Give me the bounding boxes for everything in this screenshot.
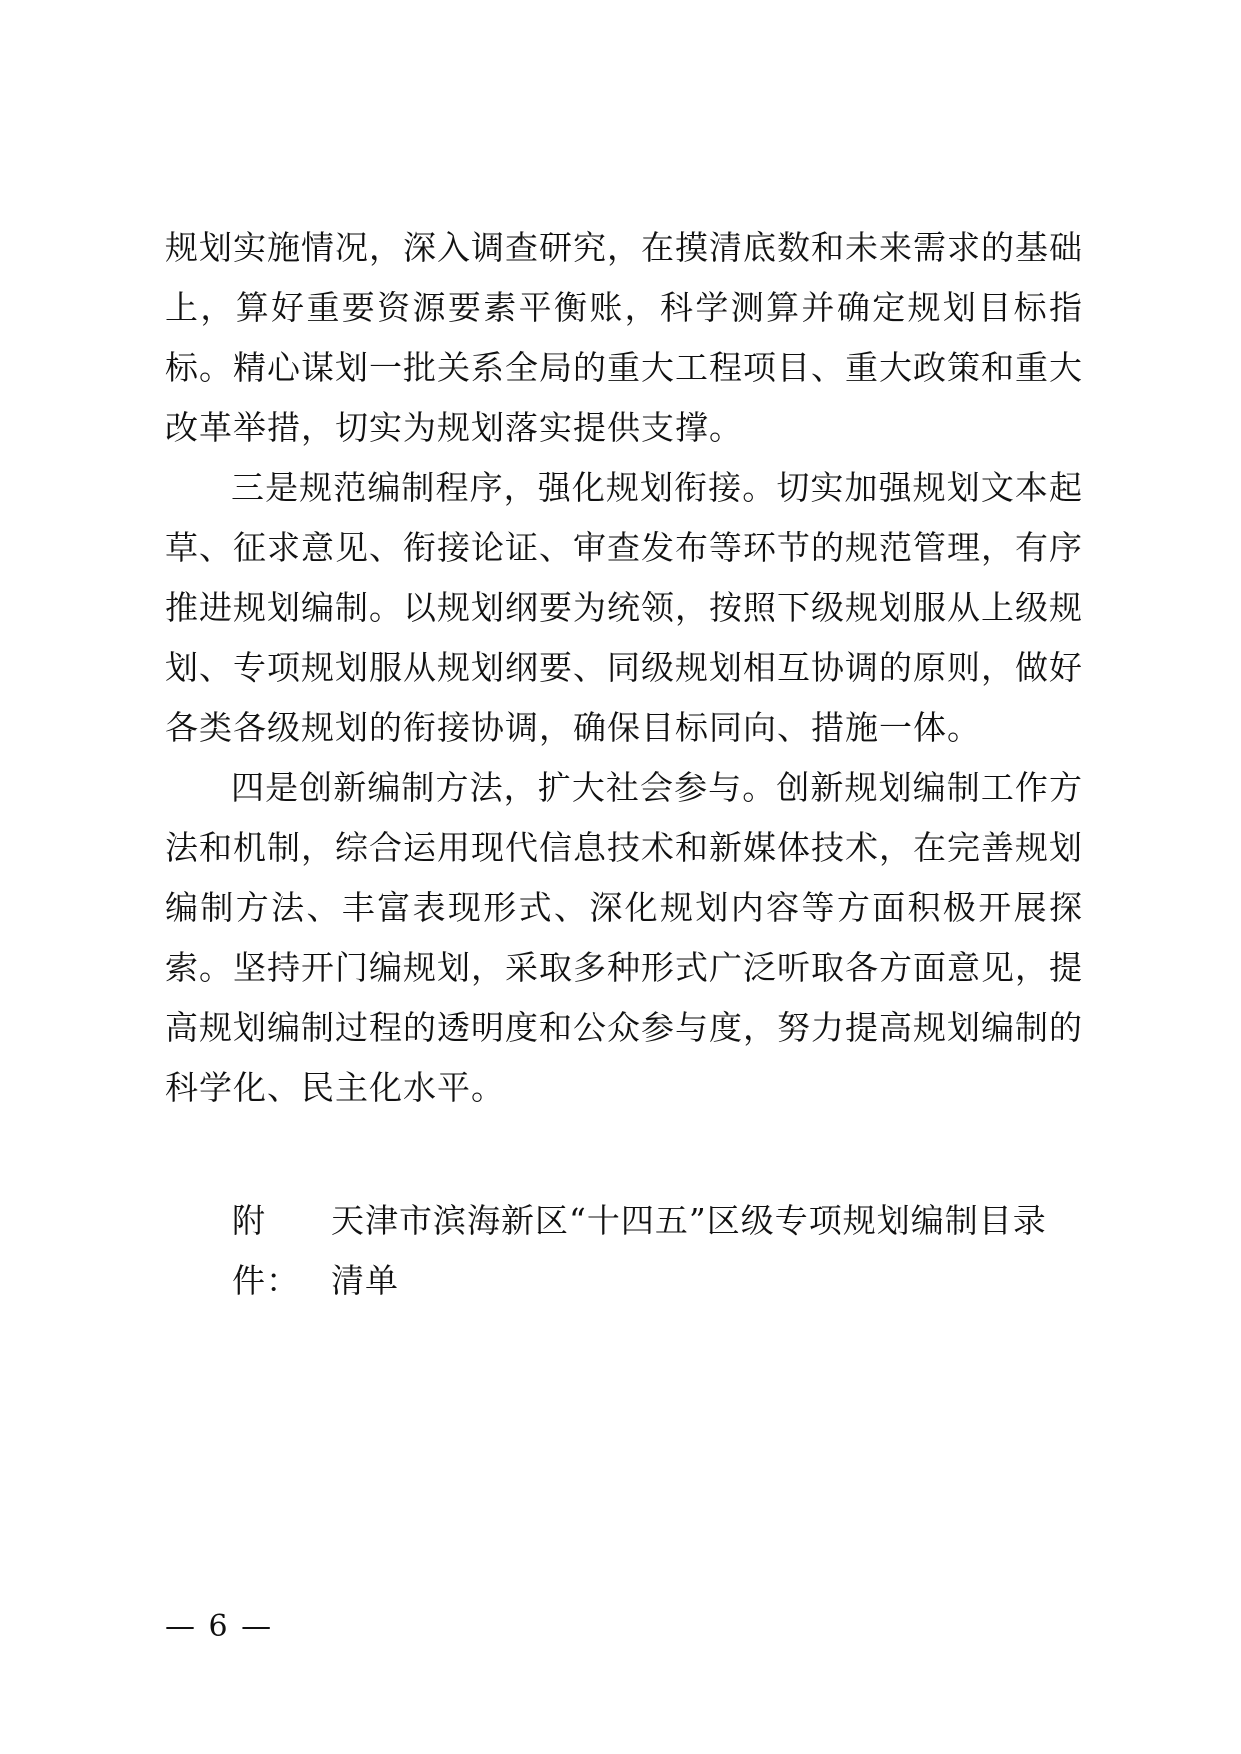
- paragraph-continuation: 规划实施情况，深入调查研究，在摸清底数和未来需求的基础上，算好重要资源要素平衡账，科学测算并确定规划目标指标。精心谋划一批关系全局的重大工程项目、重大政策和重大改革举措，切实为规划落实提供支撑。: [165, 228, 1083, 447]
- attachment-note: [232, 1191, 1092, 1311]
- body-text: [165, 218, 1083, 1118]
- paragraph-innovate-methods: 四是创新编制方法，扩大社会参与。创新规划编制工作方法和机制，综合运用现代信息技术和新媒体技术，在完善规划编制方法、丰富表现形式、深化规划内容等方面积极开展探索。坚持开门编规划，采取多种形式广泛听取各方面意见，提高规划编制过程的透明度和公众参与度，努力提高规划编制的科学化、民主化水平。: [165, 768, 1083, 1107]
- attachment-label: 附件：: [232, 1201, 300, 1300]
- page-number: — 6 —: [165, 1609, 274, 1644]
- paragraph-standardize-procedures: 三是规范编制程序，强化规划衔接。切实加强规划文本起草、征求意见、衔接论证、审查发布等环节的规范管理，有序推进规划编制。以规划纲要为统领，按照下级规划服从上级规划、专项规划服从规划纲要、同级规划相互协调的原则，做好各类各级规划的衔接协调，确保目标同向、措施一体。: [165, 468, 1083, 747]
- attachment-title: 天津市滨海新区“十四五”区级专项规划编制目录清单: [331, 1201, 1047, 1300]
